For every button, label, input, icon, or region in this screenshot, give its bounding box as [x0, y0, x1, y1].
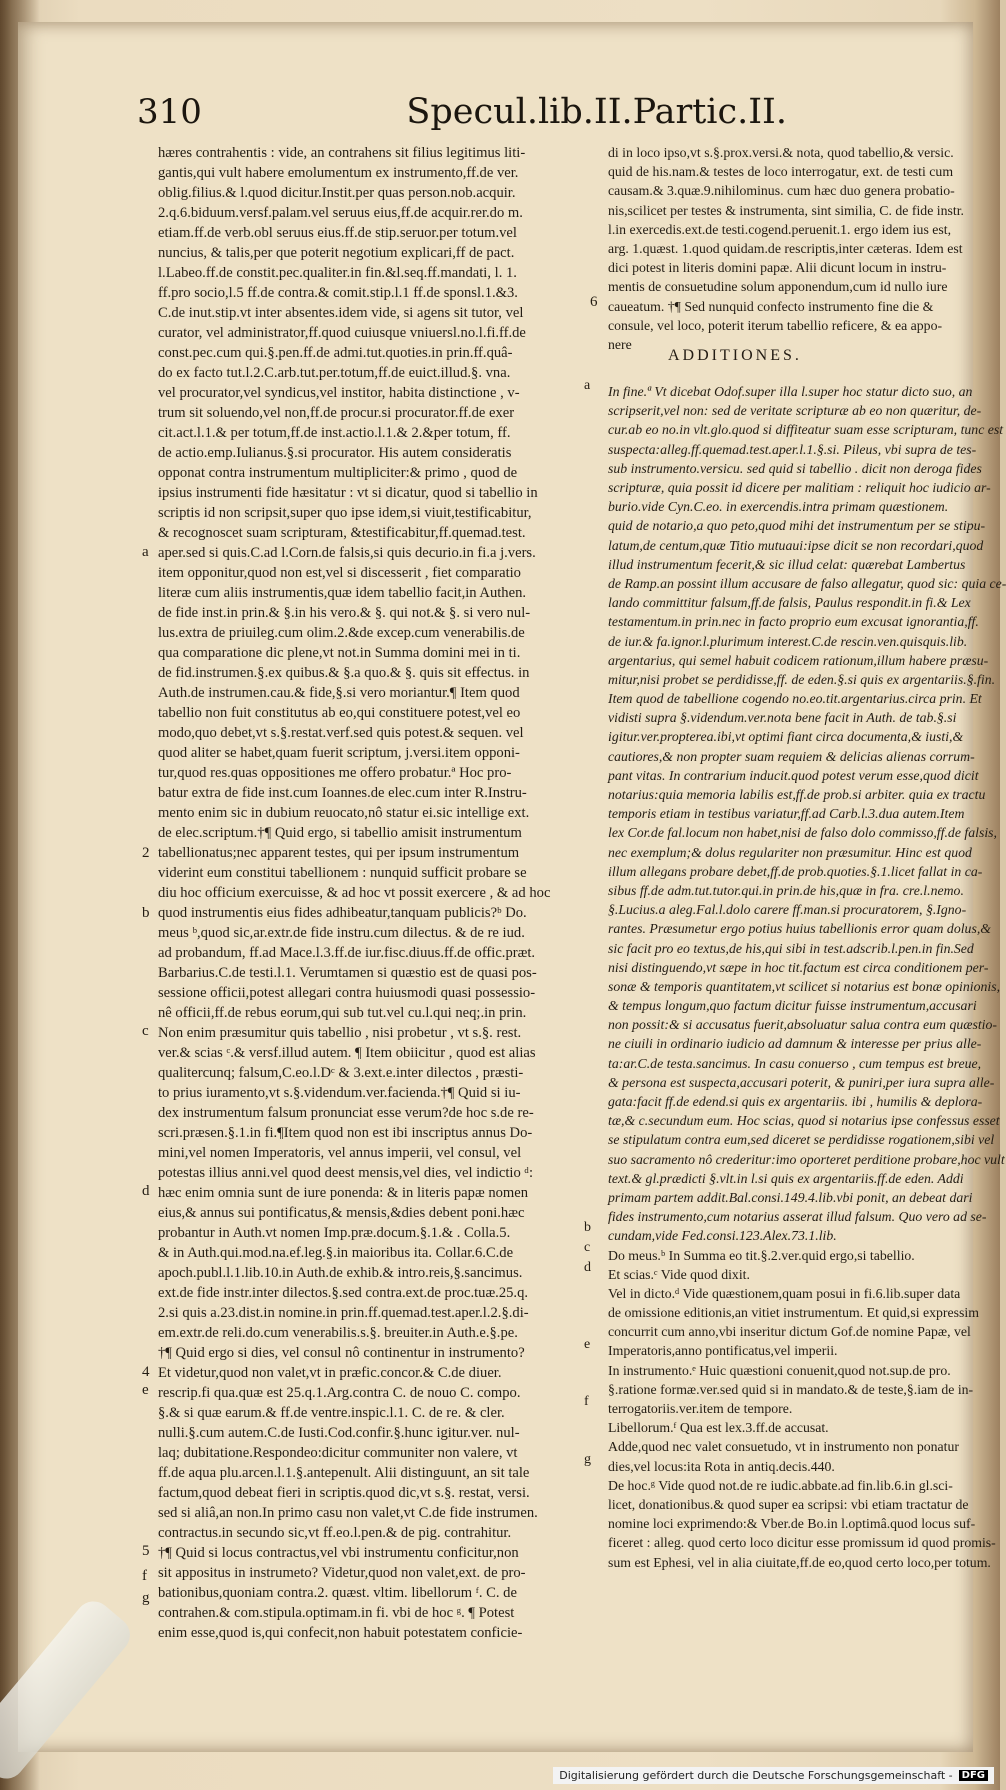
note-line: & tempus longum,quo factum dicitur fuisse instrumentum,accusari [608, 998, 977, 1014]
note-line: lex Cor.de fal.locum non habet,nisi de falso dolo commisso,ff.de falsis, [608, 825, 997, 841]
note-line: non possit:& si accusatus fuerit,absoluatur salua contra eum quæstio- [608, 1017, 998, 1033]
text-line: dici potest in literis domini papæ. Alii dicunt locum in instru- [608, 260, 947, 276]
note-line: ne ciuili in ordinario iudicio ad damnum & interesse per prius alle- [608, 1036, 982, 1052]
note-line: §.Lucius.a aleg.Fal.l.dolo carere ff.man.si procuratorem, §.Igno- [608, 902, 967, 918]
note-line: vidisti supra §.videndum.ver.nota bene facit in Auth. de tab.§.si [608, 710, 957, 726]
text-line: quod aliter se habet,quam fuerit scriptum, j.versi.item opponi- [158, 745, 520, 761]
note-line: primam partem addit.Bal.consi.149.4.lib.vbi ponit, an debeat dari [608, 1189, 973, 1205]
text-line: do ex facto tut.l.2.C.arb.tut.per.totum,ff.de euict.illud.§. vna. [158, 365, 511, 381]
text-line: nuncius, & talis,per que poterit negotium explicari,ff de pact. [158, 245, 515, 261]
note-line: licet, donationibus.& quod super ea scripsi: vbi etiam tractatur de [608, 1496, 969, 1512]
footer-credit [553, 1767, 994, 1784]
note-line: de iur.& fa.ignor.l.plurimum interest.C.de rescin.ven.quisquis.lib. [608, 633, 968, 649]
note-line: suo sacramento nô crederitur:imo oporteret perditione probare,hoc vult [608, 1151, 1005, 1167]
text-line: viderint eum constitui tabellionem : nunquid sufficit probare se [158, 865, 527, 881]
note-line: ficeret : alleg. quod certo loco dicitur esse promissum id quod promis- [608, 1535, 996, 1551]
text-line: & in Auth.qui.mod.na.ef.leg.§.in maioribus ita. Collar.6.C.de [158, 1245, 514, 1261]
additions-heading: ADDITIONES. [668, 347, 802, 364]
text-line: eius,& annus sui pontificatus,& mensis,&dies debent poni.hæc [158, 1205, 525, 1221]
margin-mark-f: f [142, 1568, 147, 1584]
note-line: lando committitur falsum,ff.de falsis, Paulus respondit.in fi.& Lex [608, 595, 971, 611]
text-line: const.pec.cum qui.§.pen.ff.de admi.tut.quoties.in prin.ff.quâ- [158, 345, 513, 361]
margin-mark-b: b [142, 905, 150, 921]
note-line: In instrumento.ᵉ Huic quæstioni conuenit,quod not.sup.de pro. [608, 1362, 951, 1378]
margin-mark-5: 5 [142, 1543, 150, 1559]
text-line: meus ᵇ,quod sic,ar.extr.de fide instru.cum dilectus. & de re iud. [158, 925, 525, 941]
additions-bottom [608, 1246, 996, 1572]
note-line: burio.vide Cyn.C.eo. in exercendis.intra primam quæstionem. [608, 499, 949, 515]
text-line: ff.pro socio,l.5 ff.de contra.& comit.stip.l.1 ff.de sponsl.1.&3. [158, 285, 518, 301]
note-line: illud instrumentum fecerit,& sic illud celat: quærebat Lambertus [608, 556, 966, 572]
note-line: mitur,nisi probet se perdidisse,ff. de eden.§.si quis ex argentariis.§.fin. [608, 671, 996, 687]
note-line: Vel in dicto.ᵈ Vide quæstionem,quam posui in fi.6.lib.super data [608, 1285, 961, 1301]
text-line: opponat contra instrumentum multipliciter:& primo , quod de [158, 465, 518, 481]
text-line: & recognoscet suam scripturam, &testificabitur,ff.quemad.test. [158, 525, 526, 541]
note-line: sic facit pro eo textus,de his,qui sibi in test.adscrib.l.pen.in fin.Sed [608, 940, 974, 956]
footer-text: Digitalisierung gefördert durch die Deutsche Forschungsgemeinschaft - [559, 1769, 953, 1782]
text-line: dex instrumentum falsum pronunciat esse verum?de hoc s.de re- [158, 1105, 534, 1121]
text-line: contrahen.& com.stipula.optimam.in fi. vbi de hoc ᵍ. ¶ Potest [158, 1605, 515, 1621]
page-header [137, 92, 787, 136]
text-line: sessione officii,potest allegari contra huiusmodi quasi possessio- [158, 985, 536, 1001]
note-marker-g: g [584, 1452, 591, 1467]
text-line: tur,quod res.quas oppositiones me offero probatur.ª Hoc pro- [158, 765, 512, 781]
note-line: Adde,quod nec valet consuetudo, vt in instrumento non ponatur [608, 1439, 959, 1455]
text-line: nere [608, 336, 632, 352]
margin-mark-c: c [142, 1023, 149, 1039]
text-line: nis,scilicet per testes & instrumenta, sint similia, C. de fide instr. [608, 202, 964, 218]
note-line: nomine loci exprimendo:& Vber.de Bo.in l.optimâ.quod locus suf- [608, 1516, 976, 1532]
text-line: †¶ Quid si locus contractus,vel vbi instrumentu conficitur,non [158, 1545, 519, 1561]
note-marker-f: f [584, 1394, 589, 1409]
note-line: sum est Ephesi, vel in alia ciuitate,ff.de eo,quod certo loco,per totum. [608, 1554, 991, 1570]
text-line: 2.q.6.biduum.versf.palam.vel seruus eius,ff.de acquir.rer.do m. [158, 205, 523, 221]
margin-mark-e: e [142, 1382, 149, 1398]
note-marker-d: d [584, 1260, 591, 1275]
note-line: testamentum.in prin.nec in facto proprio eum excusat ignorantia,ff. [608, 614, 979, 630]
note-line: argentarius, qui semel habuit codicem rationum,illum habere præsu- [608, 652, 989, 668]
note-line: Imperatoris,anno pontificatus,vel imperii. [608, 1343, 838, 1359]
note-line: de omissione editionis,an vitiet instrumentum. Et quid,si expressim [608, 1305, 979, 1321]
text-line: sit appositus in instrumeto? Videtur,quod non valet,ext. de pro- [158, 1565, 526, 1581]
text-line: de fid.instrumen.§.ex quibus.& §.a quo.& §. quis sit effectus. in [158, 665, 530, 681]
right-column-top [608, 143, 964, 354]
text-line: Auth.de instrumen.cau.& fide,§.si vero moriantur.¶ Item quod [158, 685, 520, 701]
text-line: literæ cum aliis instrumentis,quæ idem tabellio facit,in Authen. [158, 585, 527, 601]
text-line: hæc enim omnia sunt de iure ponenda: & in literis papæ nomen [158, 1185, 529, 1201]
text-line: factum,quod debeat fieri in scriptis.quod dic,vt s.§. restat, versi. [158, 1485, 530, 1501]
text-line: vel procurator,vel syndicus,vel institor, habita distinctione , v- [158, 385, 520, 401]
text-line: diu hoc officium exercuisse, & ad hoc vt possit exercere , & ad hoc [158, 885, 551, 901]
text-line: ff.de aqua plu.arcen.l.1.§.antepenult. Alii distinguunt, an sit tale [158, 1465, 530, 1481]
text-line: de elec.scriptum.†¶ Quid ergo, si tabellio amisit instrumentum [158, 825, 522, 841]
text-line: etiam.ff.de verb.obl seruus eius.ff.de stip.seruor.per totum.vel [158, 225, 517, 241]
note-line: rantes. Præsumetur ergo potius huius tabellionis error quam dolus,& [608, 921, 992, 937]
note-line: scripturæ, quia possit id dicere per malitiam : reliquit hoc iudicio ar- [608, 480, 991, 495]
text-line: to prius iuramento,vt s.§.videndum.ver.facienda.†¶ Quid si iu- [158, 1085, 521, 1101]
text-line: nulli.§.cum autem.C.de Iusti.Cod.confir.§.hunc igitur.ver. nul- [158, 1425, 520, 1441]
note-line: terrogatoriis.ver.item de tempore. [608, 1401, 793, 1416]
text-line: caueatum. †¶ Sed nunquid confecto instrumento fine die & [608, 298, 934, 314]
text-line: apoch.publ.l.1.lib.10.in Auth.de exhib.& intro.reis,§.sancimus. [158, 1265, 523, 1281]
text-line: causam.& 3.quæ.9.nihilominus. cum hæc duo genera probatio- [608, 183, 955, 199]
margin-mark-2: 2 [142, 845, 150, 861]
note-line: suspecta:alleg.ff.quemad.test.aper.l.1.§.si. Pileus, vbi supra de tes- [608, 441, 977, 457]
text-line: mento enim sic in dubium reuocato,nô statur ei.sic intellige ext. [158, 805, 530, 821]
text-line: l.Labeo.ff.de constit.pec.qualiter.in fin.&l.seq.ff.mandati, l. 1. [158, 265, 517, 281]
note-line: cautiores,& non propter suam requiem & delicias alienas corrum- [608, 748, 975, 764]
note-line: scripserit,vel non: sed de veritate scripturæ ab eo non quæritur, de- [608, 403, 982, 419]
text-line: C.de inut.stip.vt inter absentes.idem vide, si agens sit tutor, vel [158, 305, 524, 321]
text-line: l.in exercedis.ext.de testi.cogend.peruenit.1. ergo idem ius est, [608, 221, 952, 237]
note-line: cundam,vide Fed.consi.123.Alex.73.1.lib. [608, 1228, 837, 1244]
margin-mark-4: 4 [142, 1364, 150, 1380]
text-line: potestas illius anni.vel quod deest mensis,vel dies, vel indictio ᵈ: [158, 1165, 534, 1181]
text-line: contractus.in secundo sic,vt ff.eo.l.pen.& de pig. contrahitur. [158, 1525, 512, 1541]
note-line: gata:facit ff.de edend.si quis ex argentariis. ibi , humilis & deplora- [608, 1094, 983, 1109]
margin-mark-6: 6 [590, 294, 598, 310]
text-line: ver.& scias ᶜ.& versf.illud autem. ¶ Item obiicitur , quod est alias [158, 1045, 536, 1061]
text-line: enim esse,quod is,qui confecit,non habuit potestatem conficie- [158, 1625, 523, 1641]
text-line: ipsius instrumenti fide hæsitatur : vt si dicatur, quod si tabellio in [158, 485, 538, 501]
text-line: laq; dubitatione.Respondeo:dicitur communiter non valere, vt [158, 1445, 518, 1461]
text-line: di in loco ipso,vt s.§.prox.versi.& nota, quod tabellio,& versic. [608, 145, 954, 160]
text-line: batur extra de fide inst.cum Ioannes.de elec.cum inter R.Instru- [158, 785, 527, 801]
note-line: sonæ & temporis quantitatem,vt scilicet si notarius est bonæ opinionis, [608, 978, 1001, 994]
text-line: tabellionatus;nec apparent testes, qui per ipsum instrumentum [158, 845, 520, 861]
note-line: illum allegans probare debet,ff.de prob.quoties.§.1.licet fallat in ca- [608, 863, 983, 879]
note-line: notarius:quia memoria labilis est,ff.de prob.si arbiter. quia ex tractu [608, 787, 986, 802]
note-line: de Ramp.an possint illum accusare de falso allegatur, quod sic: quia ce- [608, 575, 1006, 591]
running-title: Specul.lib.II.Partic.II. [406, 92, 787, 132]
text-line: hæres contrahentis : vide, an contrahens sit filius legitimus liti- [158, 145, 526, 161]
note-line: dies,vel locus:ita Rota in antiq.decis.440. [608, 1458, 835, 1474]
note-line: & persona est suspecta,accusari poterit, & puniri,per iura supra alle- [608, 1074, 995, 1090]
note-line: Libellorum.ᶠ Qua est lex.3.ff.de accusat. [608, 1420, 829, 1436]
text-line: 2.si quis a.23.dist.in nomine.in prin.ff.quemad.test.aper.l.2.§.di- [158, 1305, 529, 1321]
margin-mark-d: d [142, 1183, 150, 1199]
text-line: ext.de fide instr.inter dilectos.§.sed contra.ext.de proc.tuæ.25.q. [158, 1285, 529, 1301]
text-line: arg. 1.quæst. 1.quod quidam.de rescriptis,inter cæteras. Idem est [608, 240, 963, 256]
text-line: nê officii,ff.de rebus eorum,qui sub tut.vel cu.l.qui neq;.in prin. [158, 1005, 527, 1021]
text-line: mentis de consuetudine solum apponendum,cum id nullo iure [608, 279, 948, 295]
text-line: quod instrumentis eius fides adhibeatur,tanquam publicis?ᵇ Do. [158, 905, 527, 921]
text-line: §.& si quæ earum.& ff.de ventre.inspic.l.1. C. de re. & cler. [158, 1405, 505, 1421]
margin-mark-g: g [142, 1590, 150, 1606]
note-line: pant vitas. In contrarium inducit.quod potest verum esse,quod dicit [608, 767, 979, 783]
note-line: text.& gl.prædicti §.vlt.in l.si quis ex argentariis.ff.de eden. Addi [608, 1170, 964, 1186]
text-line: bationibus,quoniam contra.2. quæst. vltim. libellorum ᶠ. C. de [158, 1585, 517, 1601]
text-line: em.extr.de reli.do.cum venerabilis.s.§. breuiter.in Auth.e.§.pe. [158, 1325, 518, 1341]
margin-mark-a: a [142, 544, 149, 560]
text-line: consule, vel loco, poterit iterum tabellio reficere, & ea appo- [608, 317, 943, 333]
note-line: sibus ff.de adm.tut.tutor.qui.in prin.de his,quæ in fra. cre.l.nemo. [608, 882, 964, 898]
text-line: scriptis id non scripsit,super quo ipse idem,si viuit,testificabitur, [158, 505, 532, 521]
text-line: trum sit soluendo,vel non,ff.de procur.si procurator.ff.de exer [158, 405, 515, 421]
dfg-logo: DFG [959, 1770, 988, 1781]
note-line: Item quod de tabellione cogendo no.eo.tit.argentarius.circa prin. Et [608, 691, 982, 707]
additions-notes [608, 382, 1006, 1245]
text-line: de actio.emp.Iulianus.§.si procurator. His autem consideratis [158, 445, 512, 461]
text-line: cit.act.l.1.& per totum,ff.de inst.actio.l.1.& 2.&per totum, ff. [158, 425, 511, 441]
note-line: temporis etiam in testibus variatur,ff.ad Carb.l.3.dua autem.Item [608, 806, 965, 822]
note-marker-b: b [584, 1220, 591, 1235]
left-column [158, 143, 584, 1643]
note-line: latum,de centum,quæ Titio mutuaui:ipse dicit se non recordari,quod [608, 537, 984, 553]
text-line: ad probandum, ff.ad Mace.l.3.ff.de iur.fisc.diuus.ff.de offic.præt. [158, 945, 536, 961]
note-line: sub instrumento.versicu. sed quid si tabellio . dicit non deroga fides [608, 460, 982, 476]
note-line: quid de notario,a quo peto,quod mihi det instrumentum per se stipu- [608, 518, 986, 534]
text-line: †¶ Quid ergo si dies, vel consul nô continentur in instrumento? [158, 1345, 525, 1361]
note-line: cur.ab eo no.in vlt.glo.quod si diffiteatur suam esse scripturam, tunc est [608, 422, 1004, 438]
text-line: gantis,qui vult habere emolumentum ex instrumento,ff.de ver. [158, 165, 519, 181]
text-line: Non enim præsumitur quis tabellio , nisi probetur , vt s.§. rest. [158, 1025, 522, 1041]
note-line: tæ,& c.secundum eum. Hoc scias, quod si notarius ipse confessus esset [608, 1113, 1000, 1129]
text-line: Et videtur,quod non valet,vt in præfic.concor.& C.de diuer. [158, 1365, 502, 1381]
text-line: scri.præsen.§.1.in fi.¶Item quod non est ibi inscriptus annus Do- [158, 1125, 533, 1141]
text-line: probantur in Auth.vt nomen Imp.præ.docum.§.1.& . Colla.5. [158, 1225, 511, 1241]
page-number: 310 [137, 92, 202, 132]
note-marker-c: c [584, 1240, 591, 1255]
note-line: concurrit cum anno,vbi inseritur dictum Gof.de nomine Papæ, vel [608, 1324, 971, 1340]
note-line: In fine.ª Vt dicebat Odof.super illa l.super hoc statur dicto suo, an [608, 384, 973, 400]
text-line: sed si aliâ,an non.In primo casu non valet,vt C.de fide instrumen. [158, 1505, 538, 1521]
text-line: oblig.filius.& l.quod dicitur.Instit.per quas person.nob.acquir. [158, 185, 516, 201]
text-line: item opponitur,quod non est,vel si discesserit , fiet comparatio [158, 565, 521, 581]
text-line: qua comparatione dic plene,vt not.in Summa domini mei in ti. [158, 645, 521, 661]
note-marker-e: e [584, 1337, 591, 1352]
note-line: Do meus.ᵇ In Summa eo tit.§.2.ver.quid ergo,si tabellio. [608, 1247, 915, 1263]
note-line: igitur.ver.propterea.ibi,vt optimi fiant circa documenta,& iusti,& [608, 729, 964, 745]
text-line: mini,vel nomen Imperatoris, vel annus imperii, vel consul, vel [158, 1145, 522, 1161]
text-line: Barbarius.C.de testi.l.1. Verumtamen si quæstio est de quasi pos- [158, 965, 537, 981]
text-line: tabellio non fuit constitutus ab eo,qui constituere potest,vel eo [158, 705, 521, 721]
note-line: §.ratione formæ.ver.sed quid si in mandato.& de teste,§.iam de in- [608, 1381, 974, 1397]
text-line: lus.extra de priuileg.cum olim.2.&de excep.cum venerabilis.de [158, 625, 525, 641]
note-line: nisi distinguendo,vt sæpe in hoc tit.factum est circa conditionem per- [608, 959, 989, 975]
text-line: curator, vel administrator,ff.quod cuiusque vniuersl.no.l.fi.ff.de [158, 325, 526, 341]
note-marker-a: a [584, 378, 591, 393]
note-line: ta:ar.C.de testa.sancimus. In casu conuerso , cum tempus est breue, [608, 1055, 982, 1071]
note-line: nec exemplum;& dolus regulariter non præsumitur. Hinc est quod [608, 844, 972, 860]
text-line: qualitercunq; falsum,C.eo.l.Dᶜ & 3.ext.e.inter dilectos , præsti- [158, 1065, 524, 1081]
text-line: rescrip.fi qua.quæ est 25.q.1.Arg.contra C. de nouo C. compo. [158, 1385, 521, 1401]
text-line: modo,quo debet,vt s.§.restat.verf.sed quis potest.& sequen. vel [158, 725, 524, 741]
note-line: se stipulatum contra eum,sed diceret se perdidisse rogationem,sibi vel [608, 1132, 995, 1148]
note-line: fides instrumento,cum notarius asserat illud falsum. Quo vero ad se- [608, 1209, 987, 1225]
text-line: de fide inst.in prin.& §.in his vero.& §. qui not.& §. si vero nul- [158, 605, 531, 621]
note-line: Et scias.ᶜ Vide quod dixit. [608, 1266, 750, 1282]
note-line: De hoc.ᵍ Vide quod not.de re iudic.abbate.ad fin.lib.6.in gl.sci- [608, 1477, 953, 1493]
text-line: aper.sed si quis.C.ad l.Corn.de falsis,si quis decurio.in fi.a j.vers. [158, 545, 536, 561]
text-line: quid de his.nam.& testes de loco interrogatur, ext. de testi cum [608, 164, 954, 180]
